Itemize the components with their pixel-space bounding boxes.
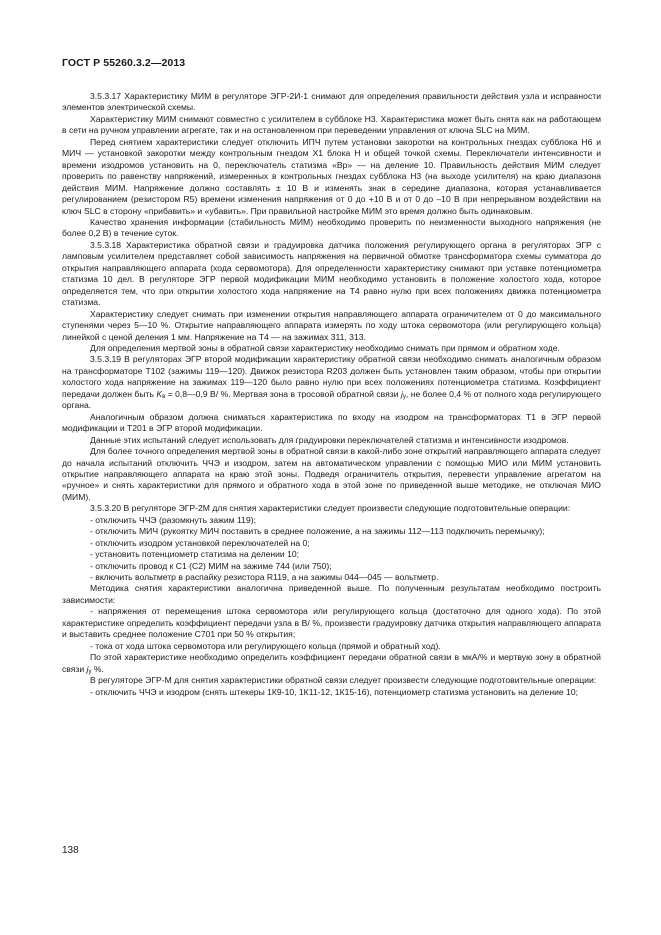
formula-symbol: j bbox=[86, 663, 89, 674]
formula-symbol: j bbox=[400, 388, 403, 399]
text-run: 3.5.3.19 В регуляторах ЭГР второй модификации характеристику обратной связи необходимо снимать аналогичным образом на трансформаторе Т102 (зажимы 119—120). Движок резистора R203 должен быть установлен таким образом, чтобы при открытии холостого хода напряжение на зажимах 119—120 было равно нулю при всех положениях потенциометра статизма. Коэффициент передачи должен быть bbox=[62, 354, 601, 399]
formula-subscript: у bbox=[88, 668, 92, 675]
paragraph: В регуляторе ЭГР-М для снятия характеристики обратной связи следует произвести следующие подготовительные операции: bbox=[90, 675, 597, 686]
list-item: - отключить ЧЧЭ и изодром (снять штекеры 1К9-10, 1К11-12, 1К15-16), потенциометр статизма установить на деление 10; bbox=[90, 686, 578, 697]
formula-subscript: в bbox=[162, 393, 166, 400]
paragraph: 3.5.3.17 Характеристику МИМ в регуляторе ЭГР-2И-1 снимают для определения правильности действия узла и исправности элементов электрической схемы. bbox=[62, 91, 601, 113]
text-run: = 0,8—0,9 В/ %. Мертвая зона в тросовой обратной связи bbox=[167, 388, 399, 399]
paragraph: Характеристику следует снимать при изменении открытия направляющего аппарата ограничителем от 0 до максимального ступенями через 5—10 %. Открытие направляющего аппарата измерять по ходу штока сервомотора (или регулирующего кольца) линейкой с ценой деления 1 мм. Напряжение на Т4 — на зажимах 311, 313. bbox=[62, 308, 601, 342]
paragraph: Перед снятием характеристики следует отключить ИПЧ путем установки закоротки на контрольных гнездах субблока Н6 и МИЧ — установкой закоротки между контрольным гнездом Х1 блока Н и общей точкой схемы. Переключатели интенсивности и времени изодромов установить на 0, переключатель статизма «Вр» — на деление 10. Правильность действия МИМ следует проверить по равенству напряжений, измеренных в контрольных гнездах субблока Н3 (на выходе усилителя) на краю диапазона действия МИМ. Напряжение должно составлять ± 10 В и изменять знак в середине диапазона, которая устанавливается регулированием (резистором R5) времени изменения напряжения от 0 до +10 В и от 0 до –10 В при непрерывном воздействии на ключ SLC в сторону «прибавить» и «убавить». При правильной настройке МИМ это время должно быть одинаковым. bbox=[62, 136, 601, 216]
paragraph bbox=[62, 354, 601, 411]
text-run: По этой характеристике необходимо определить коэффициент передачи обратной связи в мкА/% и мертвую зону в обратной связи bbox=[62, 652, 601, 674]
paragraph: Данные этих испытаний следует использовать для градуировки переключателей статизма и интенсивности изодромов. bbox=[90, 434, 569, 445]
paragraph: Качество хранения информации (стабильность МИМ) необходимо проверить по неизменности выходного напряжения (не более 0,2 В) в течение суток. bbox=[62, 216, 601, 239]
page-number: 138 bbox=[62, 845, 79, 856]
paragraph: Для более точного определения мертвой зоны в обратной связи в какой-либо зоне открытий направляющего аппарата следует до начала испытаний отключить ЧЧЭ и изодром, затем на автоматическом управлении с помощью МИО или МИМ установить открытие направляющего аппарата на краю этой зоны. Подведя ограничитель открытия, перевести управление агрегатом на «ручное» и снять характеристики для прямого и обратного хода в этой зоне по приведенной выше методике, не отключая МИО (МИМ). bbox=[62, 446, 601, 502]
formula-subscript: у bbox=[402, 393, 406, 400]
paragraph: Характеристику МИМ снимают совместно с усилителем в субблоке Н3. Характеристика может быть снята как на работающем в сети на ручном управлении агрегате, так и на остановленном при переведении управления от ключа SLC на МИМ. bbox=[62, 113, 601, 136]
list-item: - отключить провод к С1 (С2) МИМ на зажиме 744 (или 750); bbox=[90, 560, 332, 571]
list-item: - отключить МИЧ (рукоятку МИЧ поставить в среднее положение, а на зажимы 112—113 подключить перемычку); bbox=[90, 526, 545, 537]
paragraph bbox=[62, 652, 601, 675]
document-header: ГОСТ Р 55260.3.2—2013 bbox=[62, 57, 186, 69]
paragraph: Аналогичным образом должна сниматься характеристика по входу на изодром на трансформаторах Т1 в ЭГР первой модификации и Т201 в ЭГР второй модификации. bbox=[62, 411, 601, 434]
paragraph: Методика снятия характеристики аналогична приведенной выше. По полученным результатам необходимо построить зависимости: bbox=[62, 583, 601, 605]
text-run: %. bbox=[93, 663, 104, 674]
text-run: , не более 0,4 % от полного хода регулирующего органа. bbox=[62, 388, 601, 411]
list-item: - отключить ЧЧЭ (разомкнуть зажим 119); bbox=[90, 514, 256, 525]
paragraph: Для определения мертвой зоны в обратной связи характеристику необходимо снимать при прямом и обратном ходе. bbox=[90, 342, 560, 353]
list-item: - напряжения от перемещения штока сервомотора или регулирующего кольца (достаточно для одного хода). По этой характеристике определить коэффициент передачи узла в В/ %, произвести градуировку датчика открытия направляющего аппарата и выставить среднее положение С701 при 50 % открытия; bbox=[62, 606, 601, 640]
document-body bbox=[62, 91, 601, 698]
paragraph: 3.5.3.18 Характеристика обратной связи и градуировка датчика положения регулирующего органа в регуляторах ЭГР с ламповым усилителем представляет собой зависимость напряжения на первичной обмотке трансформатора схемы сумматора до открытия направляющего аппарата (хода сервомотора). Для определенности характеристику снимают при уставке потенциометра статизма 10 дел. В регуляторе ЭГР первой модификации МИМ необходимо установить в положение холостого хода, которое определяется тем, что при открытии холостого хода напряжение на Т4 равно нулю при всех положениях движка потенциометра статизма. bbox=[62, 239, 601, 308]
formula-symbol: K bbox=[156, 388, 163, 399]
list-item: - включить вольтметр в распайку резистора R119, а на зажимы 044—045 — вольтметр. bbox=[90, 572, 439, 583]
list-item: - установить потенциометр статизма на делении 10; bbox=[90, 549, 300, 560]
list-item: - тока от хода штока сервомотора или регулирующего кольца (прямой и обратный ход). bbox=[90, 640, 441, 651]
paragraph: 3.5.3.20 В регуляторе ЭГР-2М для снятия характеристики следует произвести следующие подготовительные операции: bbox=[90, 503, 571, 514]
list-item: - отключить изодром установкой переключателей на 0; bbox=[90, 537, 310, 548]
